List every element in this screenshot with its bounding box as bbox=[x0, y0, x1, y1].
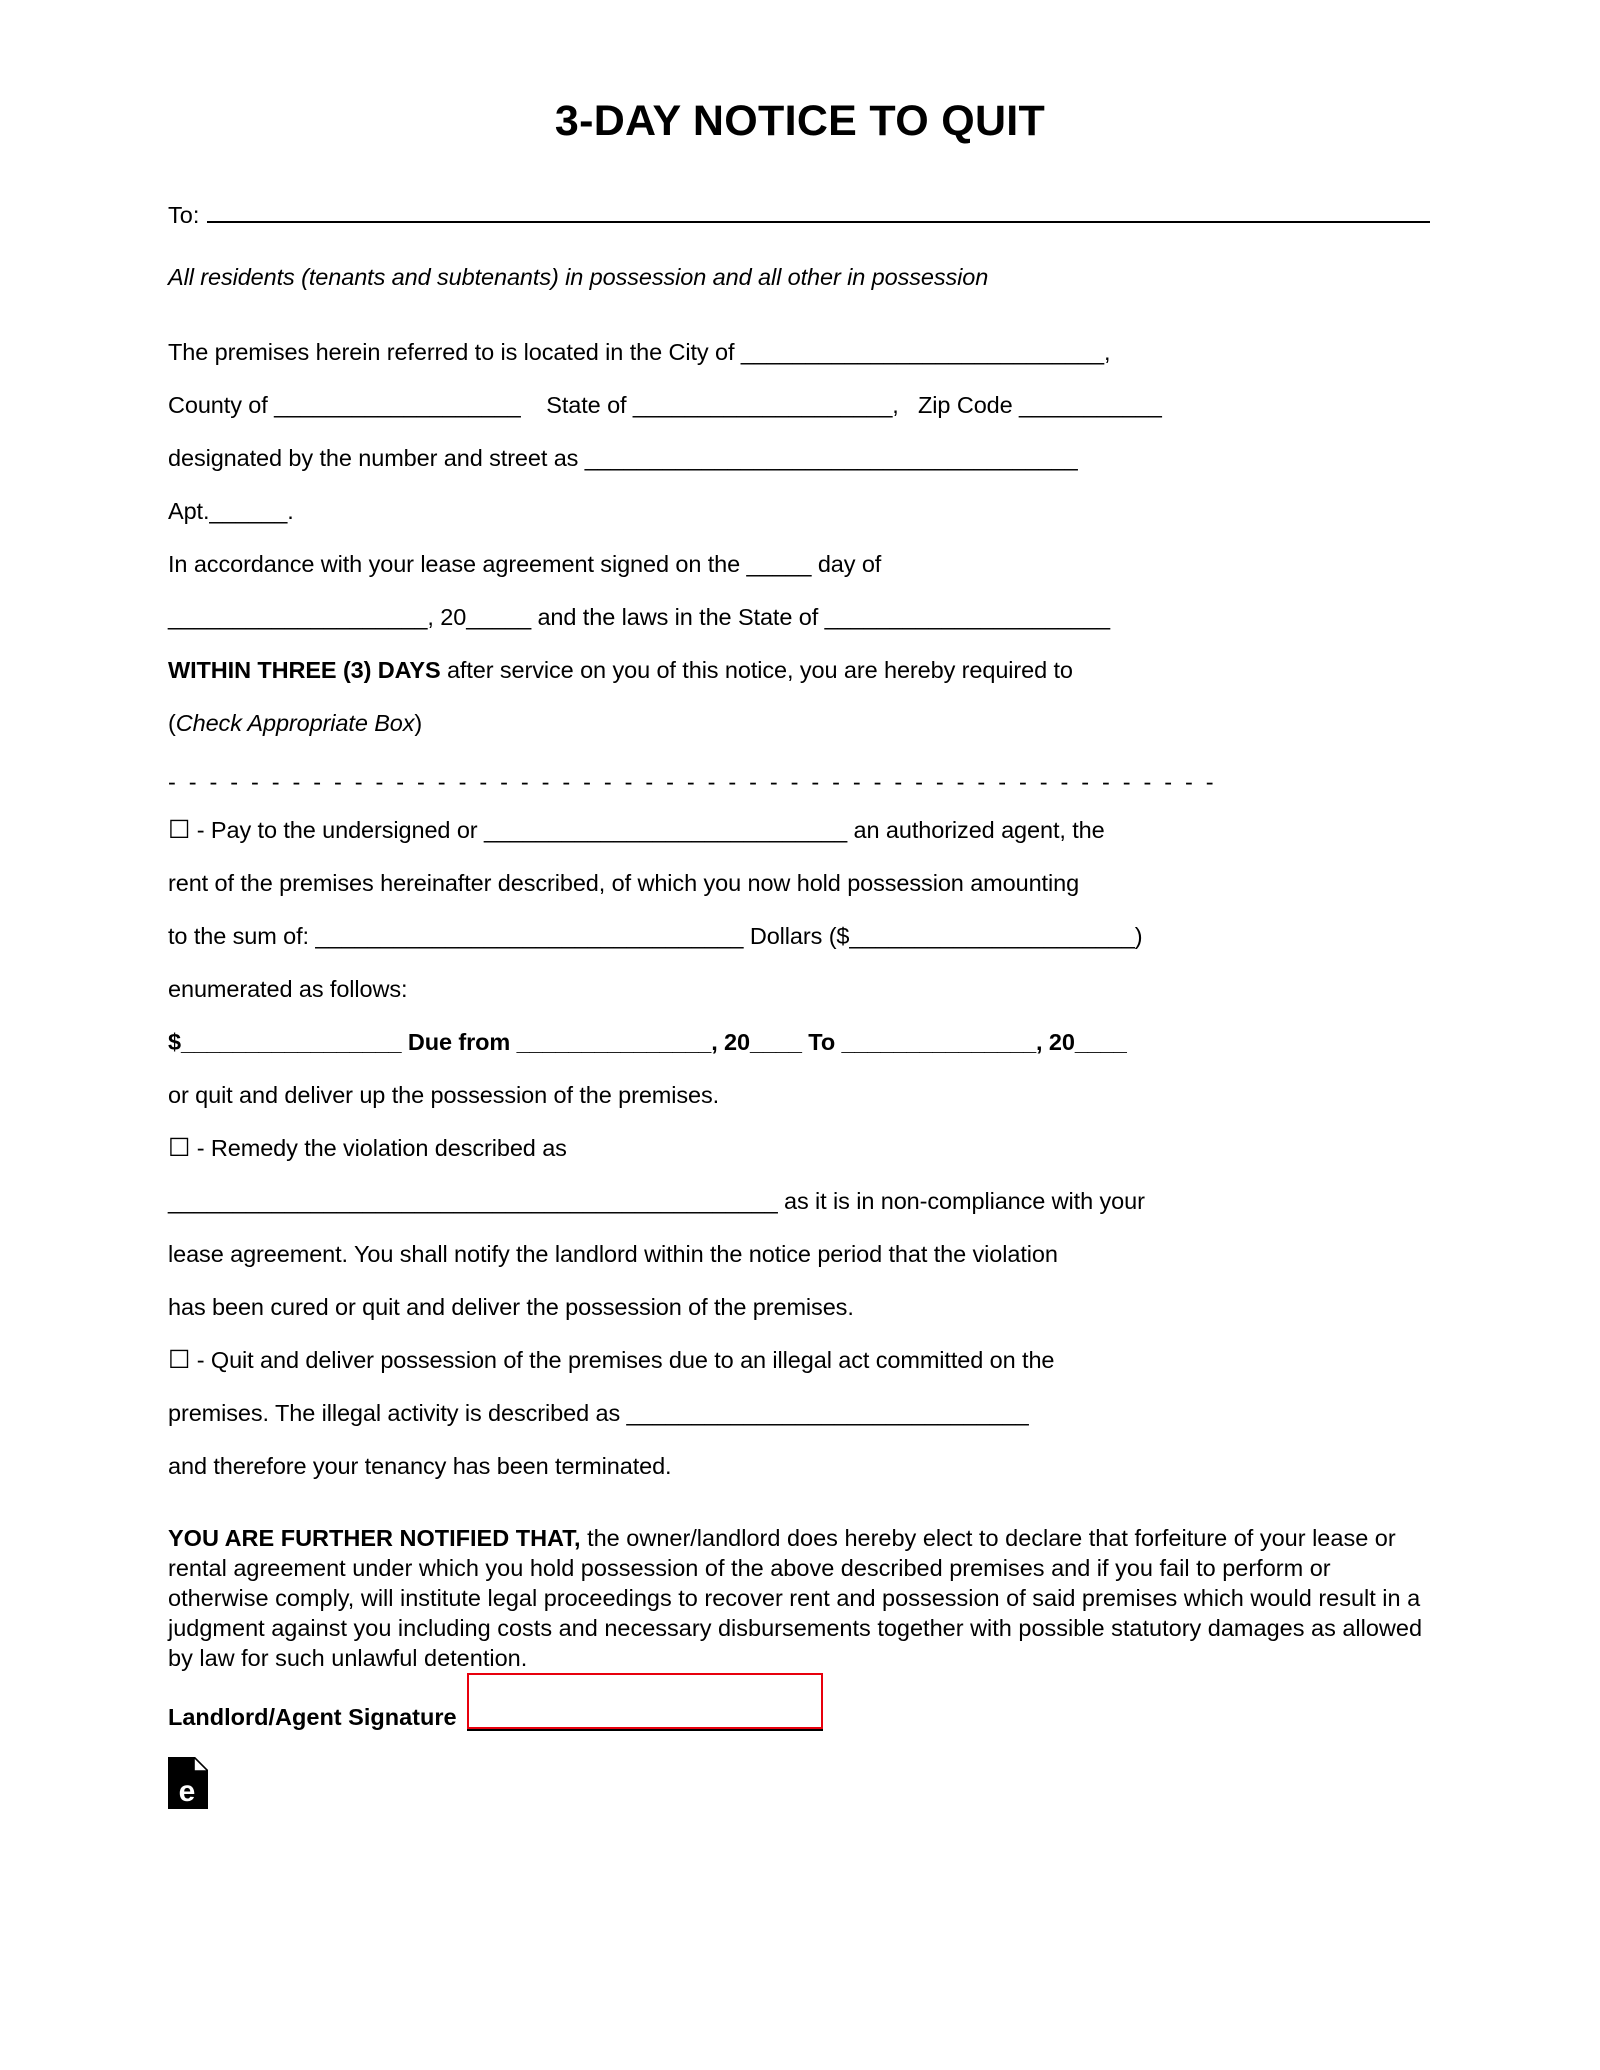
signature-row bbox=[160, 1703, 1440, 1731]
to-label: To: bbox=[168, 202, 200, 229]
option-pay-rent-line-1: - Pay to the undersigned or ____________________________ an authorized agent, the bbox=[190, 817, 1105, 844]
option-pay-rent-line-2: rent of the premises hereinafter described, of which you now hold possession amounting bbox=[168, 870, 1080, 897]
option-remedy-violation-line-1: - Remedy the violation described as bbox=[190, 1135, 567, 1162]
premises-county-state-zip-line bbox=[168, 379, 1430, 432]
option-pay-rent-amount-due-line[interactable]: $_________________ Due from _______________, 20____ To _______________, 20____ bbox=[168, 1029, 1127, 1056]
eforms-logo bbox=[168, 1757, 208, 1809]
option-pay-rent-line-4: enumerated as follows: bbox=[168, 976, 408, 1003]
svg-text:e: e bbox=[178, 1775, 196, 1809]
option-pay-rent-row[interactable] bbox=[168, 804, 1430, 857]
lease-signed-line-2[interactable]: ____________________, 20_____ and the laws in the State of ______________________ bbox=[168, 604, 1110, 631]
premises-street-line[interactable]: designated by the number and street as ______________________________________ bbox=[168, 445, 1078, 472]
option-remedy-violation-line-4: has been cured or quit and deliver the possession of the premises. bbox=[168, 1294, 854, 1321]
option-illegal-act-row[interactable] bbox=[168, 1334, 1430, 1387]
further-notice-emphasis: YOU ARE FURTHER NOTIFIED THAT, bbox=[168, 1525, 581, 1552]
option-pay-rent-line-6: or quit and deliver up the possession of the premises. bbox=[168, 1082, 720, 1109]
within-three-days-rest: after service on you of this notice, you are hereby required to bbox=[440, 657, 1073, 684]
paren-open: ( bbox=[168, 710, 176, 737]
option-pay-rent-line-3[interactable]: to the sum of: _________________________________ Dollars ($______________________) bbox=[168, 923, 1143, 950]
option-remedy-violation-row[interactable] bbox=[168, 1122, 1430, 1175]
option-remedy-violation-line-2[interactable]: _______________________________________________ as it is in non-compliance with your bbox=[168, 1188, 1145, 1215]
to-input-rule[interactable] bbox=[207, 201, 1430, 223]
within-three-days-line bbox=[168, 644, 1430, 697]
option-remedy-violation-line-3: lease agreement. You shall notify the landlord within the notice period that the violation bbox=[168, 1241, 1058, 1268]
further-notice-paragraph bbox=[160, 1523, 1440, 1673]
zip-code-field[interactable]: Zip Code ___________ bbox=[918, 392, 1162, 419]
document-file-icon bbox=[168, 1757, 208, 1809]
option-illegal-act-line-2[interactable]: premises. The illegal activity is described as _______________________________ bbox=[168, 1400, 1029, 1427]
checkbox-illegal-act-icon[interactable]: ☐ bbox=[168, 1346, 191, 1375]
page-title: 3-DAY NOTICE TO QUIT bbox=[554, 97, 1046, 145]
premises-city-line: The premises herein referred to is located in the City of ____________________________, bbox=[168, 339, 1111, 366]
signature-rule bbox=[467, 1703, 823, 1731]
paren-close: ) bbox=[414, 710, 423, 737]
state-field[interactable]: State of ____________________, bbox=[546, 392, 899, 419]
to-field-row bbox=[168, 201, 1430, 229]
signature-input-field[interactable] bbox=[467, 1673, 823, 1729]
recipient-line: All residents (tenants and subtenants) in possession and all other in possession bbox=[168, 264, 989, 291]
check-appropriate-box-label: Check Appropriate Box bbox=[175, 710, 415, 737]
signature-label: Landlord/Agent Signature bbox=[168, 1704, 457, 1731]
document-sheet bbox=[160, 0, 1440, 2070]
county-field[interactable]: County of ___________________ bbox=[168, 392, 521, 419]
option-illegal-act-line-1: - Quit and deliver possession of the premises due to an illegal act committed on the bbox=[190, 1347, 1055, 1374]
checkbox-pay-rent-icon[interactable]: ☐ bbox=[168, 816, 191, 845]
further-notice-body: the owner/landlord does hereby elect to declare that forfeiture of your lease or rental agreement under which you hold possession of the above described premises and if you fail to perform or otherwise comply, will institute legal proceedings to recover rent and possession of said premises which would result in a judgment against you including costs and necessary disbursements together with possible statutory damages as allowed by law for such unlawful detention. bbox=[168, 1525, 1423, 1672]
premises-apt-line[interactable]: Apt.______. bbox=[168, 498, 294, 525]
form-body bbox=[160, 201, 1440, 1493]
section-divider: - - - - - - - - - - - - - - - - - - - - - - - - - - - - - - - - - - - - - - - - - - - - - - - - - - - bbox=[168, 769, 1217, 796]
within-three-days-emphasis: WITHIN THREE (3) DAYS bbox=[168, 657, 441, 684]
check-appropriate-box-line bbox=[168, 697, 1430, 750]
option-illegal-act-line-3: and therefore your tenancy has been terminated. bbox=[168, 1453, 672, 1480]
lease-signed-line-1[interactable]: In accordance with your lease agreement signed on the _____ day of bbox=[168, 551, 882, 578]
checkbox-remedy-violation-icon[interactable]: ☐ bbox=[168, 1134, 191, 1163]
